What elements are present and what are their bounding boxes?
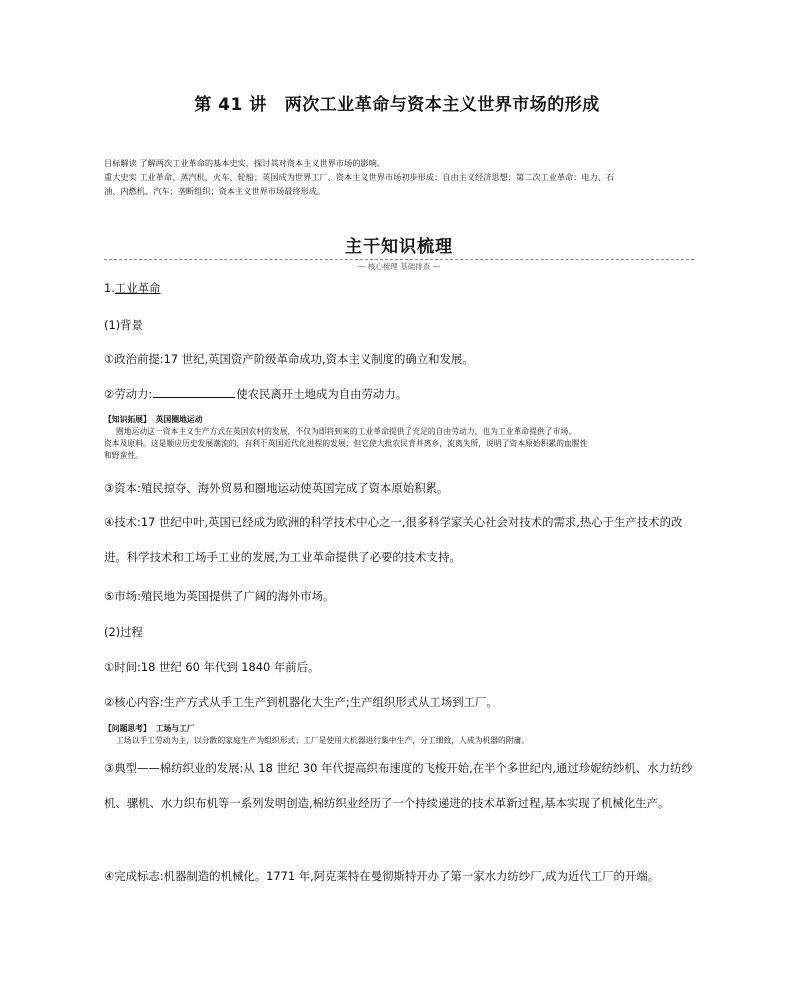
lesson-title bbox=[0, 90, 794, 115]
lesson-number: 第 41 讲 bbox=[194, 95, 267, 115]
answer-blank[interactable] bbox=[153, 387, 235, 398]
list-item: ③典型——棉纺织业的发展:从 18 世纪 30 年代提高织布速度的飞梭开始,在半个多世纪内,通过珍妮纺纱机、水力纺纱机、骡机、水力织布机等一系列发明创造,棉纺织业经历了一个持续递进的技术革新过程,基本实现了机械化生产。 bbox=[104, 761, 693, 810]
section-subheading: — 核心梳理 基础排查 — bbox=[357, 262, 441, 271]
section-heading: 主干知识梳理 bbox=[345, 237, 453, 257]
list-item: ⑤市场:殖民地为英国提供了广阔的海外市场。 bbox=[104, 589, 335, 603]
knowledge-extension-note bbox=[104, 414, 694, 462]
note-title: 英国圈地运动 bbox=[155, 415, 203, 424]
section-divider bbox=[104, 259, 694, 260]
list-item: ③资本:殖民掠夺、海外贸易和圈地运动使英国完成了资本原始积累。 bbox=[104, 481, 449, 495]
list-item: ①政治前提:17 世纪,英国资产阶级革命成功,资本主义制度的确立和发展。 bbox=[104, 352, 474, 366]
note-line: 工场以手工劳动为主，以分散的家庭生产为组织形式；工厂是使用大机器进行集中生产，分工细致，人成为机器的附庸。 bbox=[116, 736, 530, 745]
note-line: 和野蛮性。 bbox=[104, 451, 143, 460]
process-heading: (2)过程 bbox=[104, 625, 143, 639]
section-header bbox=[104, 232, 694, 272]
note-tag: 【知识拓展】 bbox=[104, 415, 151, 424]
note-title: 工场与工厂 bbox=[155, 724, 195, 733]
background-heading: (1)背景 bbox=[104, 318, 143, 332]
note-line: 圈地运动这一资本主义生产方式在英国农村的发展，不仅为即将到来的工业革命提供了充足的自由劳动力，也为工业革命提供了市场、 bbox=[116, 427, 577, 436]
note-line: 资本及原料。这是顺应历史发展潮流的，有利于英国近代化进程的发展；但它使大批农民背井离乡，流离失所，说明了资本原始积累的血腥性 bbox=[104, 439, 588, 448]
note-tag: 【问题思考】 bbox=[104, 724, 151, 733]
objectives-block bbox=[104, 156, 694, 198]
list-item: ④技术:17 世纪中叶,英国已经成为欧洲的科学技术中心之一,很多科学家关心社会对技术的需求,热心于生产技术的改进。科学技术和工场手工业的发展,为工业革命提供了必要的技术支持。 bbox=[104, 515, 683, 564]
lesson-title-text: 两次工业革命与资本主义世界市场的形成 bbox=[284, 95, 600, 115]
objectives-line: 油、内燃机、汽车；垄断组织；资本主义世界市场最终形成。 bbox=[104, 186, 326, 196]
list-item-fill-blank: ②劳动力: 使农民离开土地成为自由劳动力。 bbox=[104, 387, 408, 401]
subsection-title: 1.工业革命 bbox=[104, 281, 161, 295]
list-item: ②核心内容:生产方式从手工生产到机器化大生产;生产组织形式从工场到工厂。 bbox=[104, 695, 498, 709]
question-thinking-note bbox=[104, 723, 694, 747]
objectives-line: 重大史实 工业革命、蒸汽机、火车、轮船；英国成为世界工厂、资本主义世界市场初步形成；自由主义经济思想；第二次工业革命：电力、石 bbox=[104, 172, 615, 182]
list-item: ①时间:18 世纪 60 年代到 1840 年前后。 bbox=[104, 660, 320, 674]
objectives-line: 目标解读 了解两次工业革命的基本史实，探讨其对资本主义世界市场的影响。 bbox=[104, 158, 385, 168]
list-item: ④完成标志:机器制造的机械化。1771 年,阿克莱特在曼彻斯特开办了第一家水力纺纱厂,成为近代工厂的开端。 bbox=[104, 869, 660, 883]
